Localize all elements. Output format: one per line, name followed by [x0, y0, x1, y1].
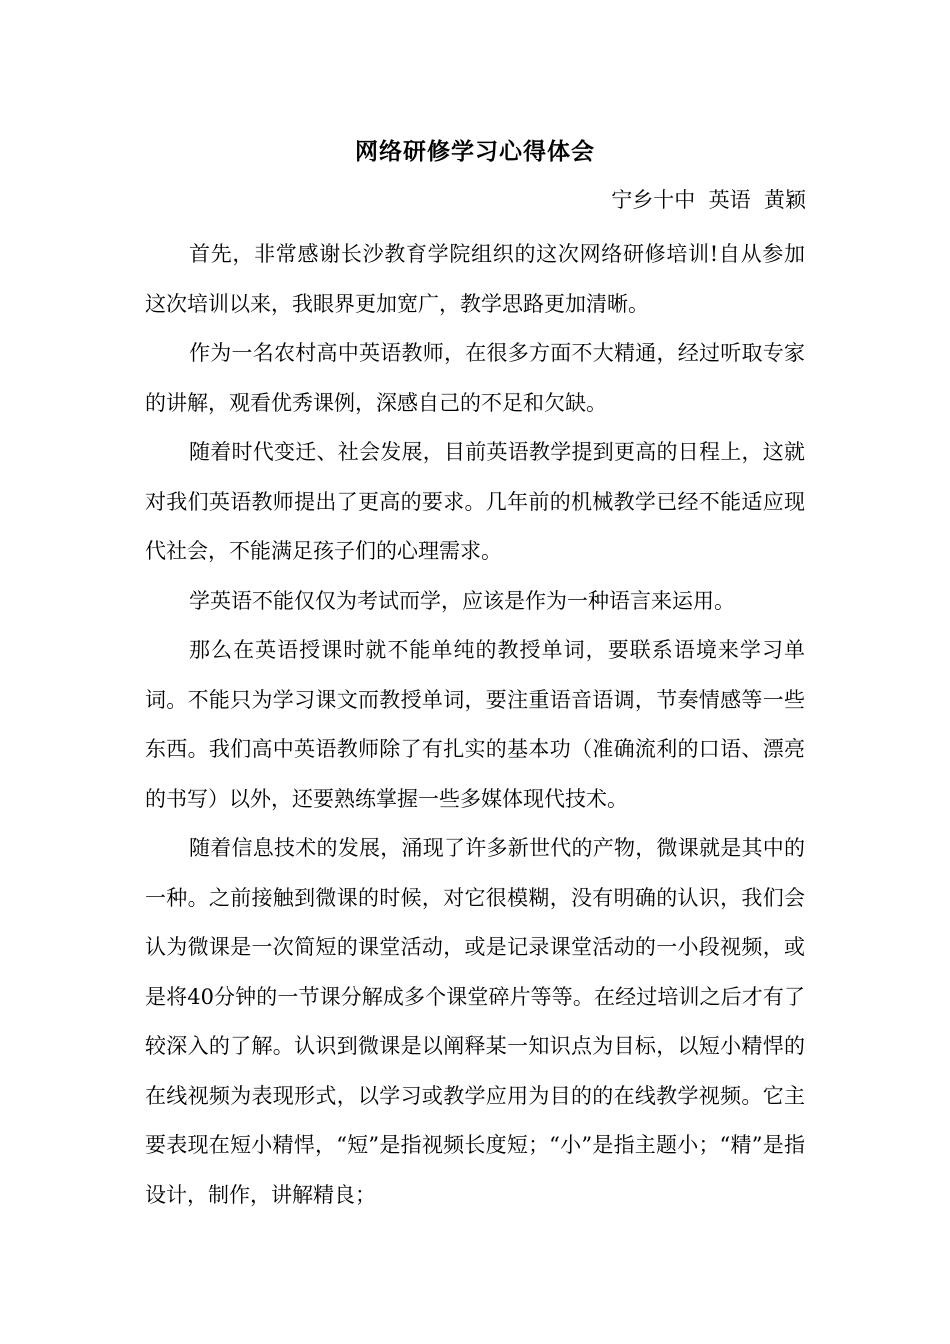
paragraph: 学英语不能仅仅为考试而学，应该是作为一种语言来运用。: [189, 588, 735, 613]
document-title: 网络研修学习心得体会: [355, 138, 595, 165]
paragraph: 作为一名农村高中英语教师，在很多方面不大精通，经过听取专家的讲解，观看优秀课例，深感自己的不足和欠缺。: [145, 341, 805, 415]
paragraph: 首先，非常感谢长沙教育学院组织的这次网络研修培训!自从参加这次培训以来，我眼界更加宽广，教学思路更加清晰。: [145, 242, 805, 316]
paragraph: 那么在英语授课时就不能单纯的教授单词，要联系语境来学习单词。不能只为学习课文而教授单词，要注重语音语调，节奏情感等一些东西。我们高中英语教师除了有扎实的基本功（准确流利的口语、漂亮的书写）以外，还要熟练掌握一些多媒体现代技术。: [145, 638, 805, 811]
document-body: [145, 230, 805, 1220]
paragraph: 随着时代变迁、社会发展，目前英语教学提到更高的日程上，这就对我们英语教师提出了更高的要求。几年前的机械教学已经不能适应现代社会，不能满足孩子们的心理需求。: [145, 440, 805, 563]
author-line: 宁乡十中 英语 黄颖: [611, 188, 806, 212]
paragraph: 随着信息技术的发展，涌现了许多新世代的产物，微课就是其中的一种。之前接触到微课的时候，对它很模糊，没有明确的认识，我们会认为微课是一次简短的课堂活动，或是记录课堂活动的一小段视频，或是将40分钟的一节课分解成多个课堂碎片等等。在经过培训之后才有了较深入的了解。认识到微课是以阐释某一知识点为目标，以短小精悍的在线视频为表现形式，以学习或教学应用为目的的在线教学视频。它主要表现在短小精悍，“短”是指视频长度短；“小”是指主题小；“精”是指设计，制作，讲解精良；: [145, 836, 805, 1207]
